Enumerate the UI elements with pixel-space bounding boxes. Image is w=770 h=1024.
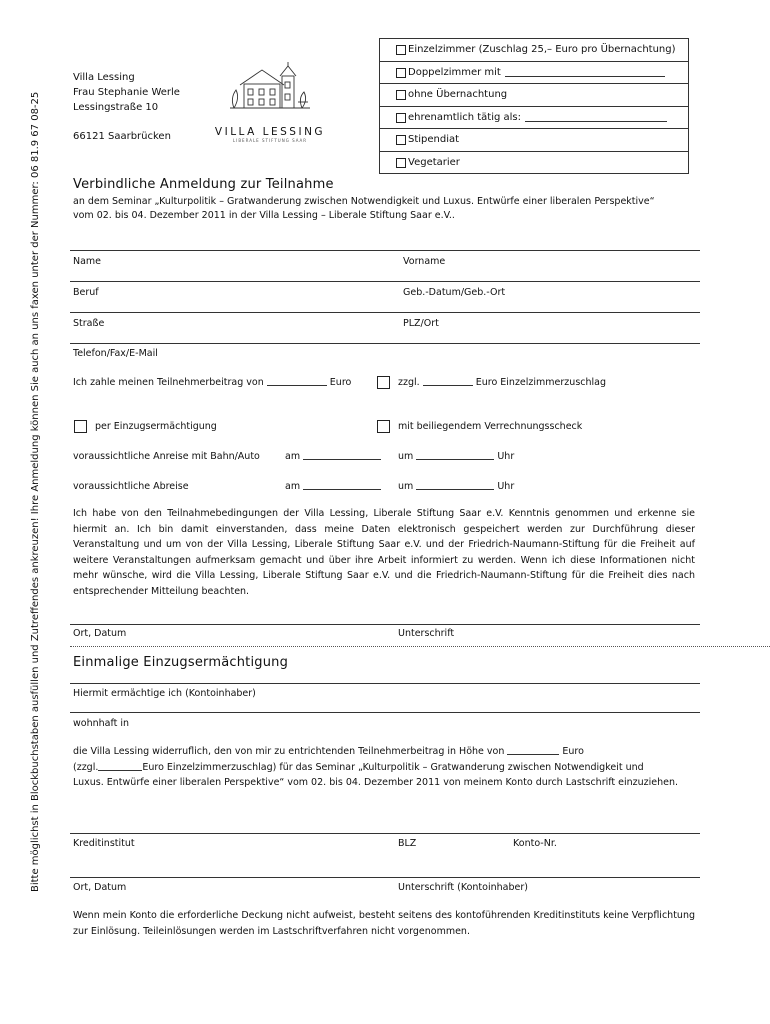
checkbox[interactable] (396, 135, 406, 145)
unterschrift-label: Unterschrift (398, 628, 455, 639)
checkbox[interactable] (396, 90, 406, 100)
debit-betrag-field[interactable] (507, 744, 559, 755)
address-line3: Lessingstraße 10 (73, 102, 159, 113)
logo-subtitle: LIBERALE STIFTUNG SAAR (232, 138, 308, 143)
registration-intro-2: vom 02. bis 04. Dezember 2011 in der Villa Lessing – Liberale Stiftung Saar e.V.. (73, 210, 455, 221)
checkbox[interactable] (396, 68, 406, 78)
scheck-checkbox[interactable] (377, 420, 390, 433)
option-ehrenamtlich[interactable]: ehrenamtlich tätig als: (380, 107, 688, 130)
name-label: Name (73, 256, 102, 267)
wohnhaft-label: wohnhaft in (73, 718, 130, 729)
divider (70, 833, 700, 834)
address-block (73, 70, 180, 144)
villa-lessing-logo (212, 62, 328, 143)
abreise-date-field[interactable] (303, 479, 381, 490)
address-line1: Villa Lessing (73, 72, 135, 83)
anreise-label: voraussichtliche Anreise mit Bahn/Auto (73, 451, 260, 462)
einzug-checkbox[interactable] (74, 420, 87, 433)
ort-datum-label: Ort, Datum (73, 628, 127, 639)
cut-line (70, 646, 770, 647)
anreise-date: am (285, 449, 381, 464)
divider (70, 312, 700, 313)
option-ohne-uebernachtung[interactable]: ohne Übernachtung (380, 84, 688, 107)
blz-label: BLZ (398, 838, 417, 849)
option-vegetarier[interactable]: Vegetarier (380, 152, 688, 174)
kreditinstitut-label: Kreditinstitut (73, 838, 135, 849)
zuschlag-line: zzgl. Euro Einzelzimmerzuschlag (398, 377, 606, 388)
option-einzelzimmer[interactable]: Einzelzimmer (Zuschlag 25,– Euro pro Übernachtung) (380, 39, 688, 62)
einzug-label: per Einzugsermächtigung (95, 421, 217, 432)
telefon-label: Telefon/Fax/E-Mail (73, 348, 158, 359)
anreise-time-field[interactable] (416, 449, 494, 460)
strasse-label: Straße (73, 318, 105, 329)
options-table (379, 38, 689, 174)
konto-label: Konto-Nr. (513, 838, 557, 849)
registration-title: Verbindliche Anmeldung zur Teilnahme (73, 177, 334, 192)
ehrenamtlich-field[interactable] (525, 111, 667, 122)
plz-label: PLZ/Ort (403, 318, 439, 329)
registration-intro-1: an dem Seminar „Kulturpolitik – Gratwanderung zwischen Notwendigkeit und Luxus. Entwürfe einer liberalen Perspektive“ (73, 196, 655, 207)
checkbox[interactable] (396, 158, 406, 168)
debit-paragraph: die Villa Lessing widerruflich, den von mir zu entrichtenden Teilnehmerbeitrag in Höhe von Euro (zzgl. Euro Einzelzimmerzuschlag) für das Seminar „Kulturpolitik – Gratwanderung zwischen Notwendigkeit und Luxus. Entwürfe einer liberalen Perspektive“ vom 02. bis 04. Dezember 2011 von meinem Konto durch Lastschrift einzuziehen. (73, 746, 679, 788)
divider (70, 683, 700, 684)
doppelzimmer-field[interactable] (505, 66, 665, 77)
checkbox[interactable] (396, 113, 406, 123)
payment-line: Ich zahle meinen Teilnehmerbeitrag von Euro (73, 377, 352, 388)
option-doppelzimmer[interactable]: Doppelzimmer mit (380, 62, 688, 85)
anreise-time: um Uhr (398, 451, 515, 462)
divider (70, 281, 700, 282)
sidebar-note: Bitte möglichst in Blockbuchstaben ausfüllen und Zutreffendes ankreuzen! Ihre Anmeldung können Sie auch an uns faxen unter der Nummer: 06 81.9 67 08-25 (30, 91, 41, 892)
terms-paragraph: Ich habe von den Teilnahmebedingungen der Villa Lessing, Liberale Stiftung Saar e.V. Kenntnis genommen und erkenne sie hiermit an. Ich bin damit einverstanden, dass meine Daten elektronisch gespeichert werden zur Durchführung dieser Veranstaltung und um von der Villa Lessing, Liberale Stiftung Saar e.V. und der Friedrich-Naumann-Stiftung für die Freiheit auf weitere Veranstaltungen aufmerksam gemacht und über ihre Arbeit informiert zu werden. Wenn ich diese Informationen nicht mehr wünsche, wird die Villa Lessing, Liberale Stiftung Saar e.V. und die Friedrich-Naumann-Stiftung für die Freiheit dies nach entsprechender Mitteilung beachten. (73, 508, 695, 597)
betrag-field[interactable] (267, 375, 327, 386)
checkbox[interactable] (396, 45, 406, 55)
abreise-label: voraussichtliche Abreise (73, 481, 189, 492)
vorname-label: Vorname (403, 256, 446, 267)
zuschlag-field[interactable] (423, 375, 473, 386)
debit-ort-datum-label: Ort, Datum (73, 882, 127, 893)
logo-name: VILLA LESSING (214, 126, 326, 138)
kontoinhaber-label: Hiermit ermächtige ich (Kontoinhaber) (73, 688, 256, 699)
debit-title: Einmalige Einzugsermächtigung (73, 655, 289, 670)
divider (70, 624, 700, 625)
anreise-date-field[interactable] (303, 449, 381, 460)
zuschlag-checkbox[interactable] (377, 376, 390, 389)
debit-unterschrift-label: Unterschrift (Kontoinhaber) (398, 882, 528, 893)
divider (70, 250, 700, 251)
debit-footer: Wenn mein Konto die erforderliche Deckung nicht aufweist, besteht seitens des kontoführenden Kreditinstituts keine Verpflichtung zur Einlösung. Teileinlösungen werden im Lastschriftverfahren nicht vorgenommen. (73, 910, 695, 937)
abreise-time: um Uhr (398, 481, 515, 492)
debit-zuschlag-field[interactable] (98, 760, 142, 771)
option-stipendiat[interactable]: Stipendiat (380, 129, 688, 152)
address-line4: 66121 Saarbrücken (73, 131, 171, 142)
abreise-date: am (285, 479, 381, 494)
geburt-label: Geb.-Datum/Geb.-Ort (403, 287, 506, 298)
divider (70, 877, 700, 878)
villa-house-icon (212, 62, 328, 120)
beruf-label: Beruf (73, 287, 99, 298)
abreise-time-field[interactable] (416, 479, 494, 490)
divider (70, 343, 700, 344)
scheck-label: mit beiliegendem Verrechnungsscheck (398, 421, 583, 432)
address-line2: Frau Stephanie Werle (73, 87, 180, 98)
divider (70, 712, 700, 713)
